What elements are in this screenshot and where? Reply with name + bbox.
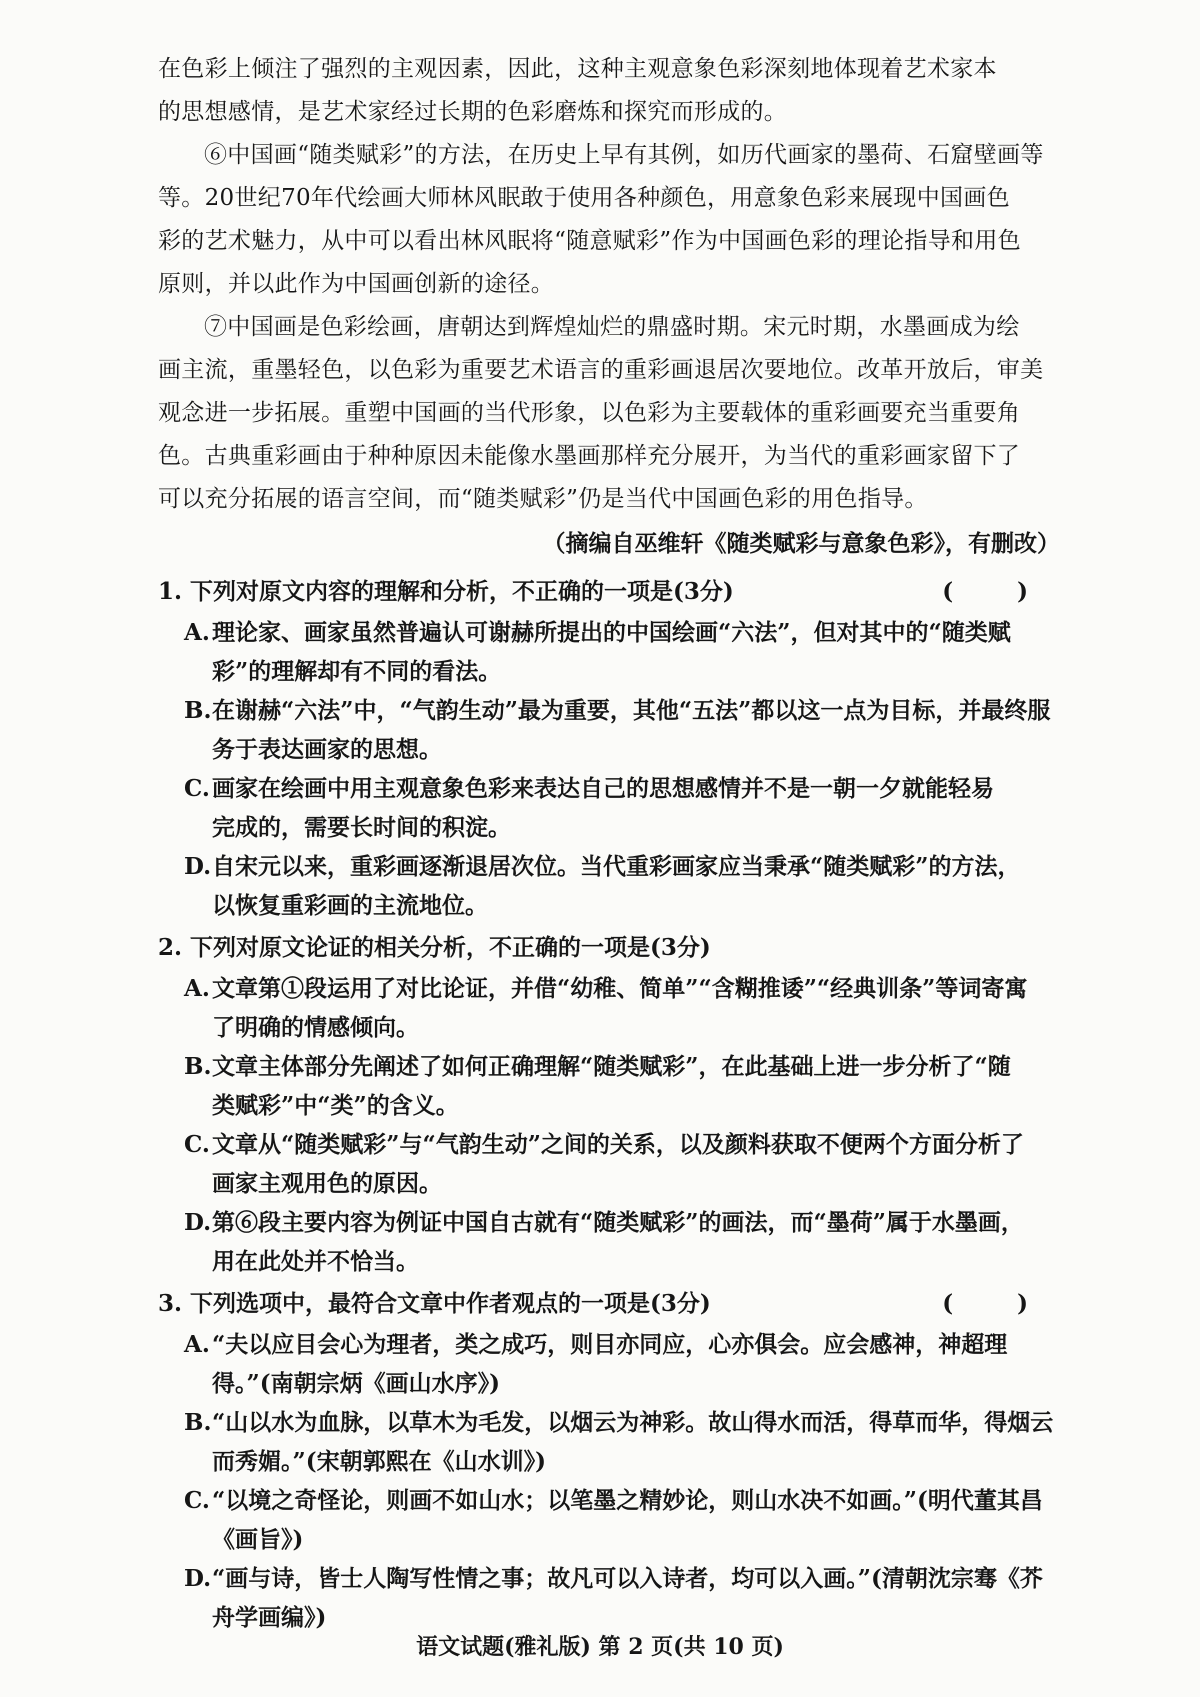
option-label: B.	[184, 1409, 212, 1436]
option-text: 舟学画编》)	[212, 1604, 327, 1631]
text-line: ⑦中国画是色彩绘画，唐朝达到辉煌灿烂的鼎盛时期。宋元时期，水墨画成为绘	[204, 314, 1020, 340]
text-line: 原则，并以此作为中国画创新的途径。	[158, 271, 555, 297]
option-d	[184, 1203, 1060, 1281]
option-c	[184, 769, 1060, 847]
option-text: 得。”(南朝宗炳《画山水序》)	[212, 1370, 500, 1397]
option-label: C.	[184, 1487, 210, 1514]
paragraph-5-tail	[158, 48, 1060, 134]
option-label: D.	[184, 1209, 212, 1236]
option-c	[184, 1481, 1060, 1559]
option-d	[184, 847, 1060, 925]
option-b	[184, 1047, 1060, 1125]
text-line: 的思想感情，是艺术家经过长期的色彩磨炼和探究而形成的。	[158, 99, 788, 125]
question-stem	[158, 571, 1060, 613]
option-text: “画与诗，皆士人陶写性情之事；故凡可以入诗者，均可以入画。”(清朝沈宗骞《芥	[212, 1565, 1043, 1592]
option-a	[184, 969, 1060, 1047]
option-label: A.	[184, 1331, 210, 1358]
question-1	[158, 571, 1060, 925]
text-line: 在色彩上倾注了强烈的主观因素，因此，这种主观意象色彩深刻地体现着艺术家本	[158, 56, 997, 82]
option-a	[184, 1325, 1060, 1403]
page-footer: 语文试题(雅礼版) 第 2 页(共 10 页)	[416, 1634, 784, 1660]
option-text: 用在此处并不恰当。	[212, 1248, 419, 1275]
source-citation: （摘编自巫维轩《随类赋彩与意象色彩》，有删改）	[542, 530, 1060, 557]
question-3	[158, 1283, 1060, 1637]
answer-paren: ( )	[942, 1290, 1056, 1317]
option-text: 《画旨》)	[212, 1526, 304, 1553]
option-text: 务于表达画家的思想。	[212, 736, 442, 763]
text-line: 观念进一步拓展。重塑中国画的当代形象，以色彩为主要载体的重彩画要充当重要角	[158, 400, 1021, 426]
option-text: “夫以应目会心为理者，类之成巧，则目亦同应，心亦俱会。应会感神，神超理	[212, 1331, 1008, 1358]
option-text: 理论家、画家虽然普遍认可谢赫所提出的中国绘画“六法”，但对其中的“随类赋	[212, 619, 1011, 646]
paragraph-6	[158, 134, 1060, 306]
option-label: A.	[184, 619, 210, 646]
question-2	[158, 927, 1060, 1281]
option-text: 画家在绘画中用主观意象色彩来表达自己的思想感情并不是一朝一夕就能轻易	[212, 775, 994, 802]
option-a	[184, 613, 1060, 691]
option-d	[184, 1559, 1060, 1637]
option-label: C.	[184, 1131, 210, 1158]
option-text: 在谢赫“六法”中，“气韵生动”最为重要，其他“五法”都以这一点为目标，并最终服	[212, 697, 1051, 724]
option-b	[184, 1403, 1060, 1481]
question-stem	[158, 927, 1060, 969]
question-stem-text: 3. 下列选项中，最符合文章中作者观点的一项是(3分)	[158, 1290, 711, 1317]
text-line: ⑥中国画“随类赋彩”的方法，在历史上早有其例，如历代画家的墨荷、石窟壁画等	[204, 142, 1044, 168]
option-text: 类赋彩”中“类”的含义。	[212, 1092, 459, 1119]
answer-paren: ( )	[942, 578, 1056, 605]
question-stem-text: 1. 下列对原文内容的理解和分析，不正确的一项是(3分)	[158, 578, 734, 605]
question-stem	[158, 1283, 1060, 1325]
option-text: 文章主体部分先阐述了如何正确理解“随类赋彩”，在此基础上进一步分析了“随	[212, 1053, 1011, 1080]
option-text: 文章第①段运用了对比论证，并借“幼稚、简单”“含糊推诿”“经典训条”等词寄寓	[212, 975, 1028, 1002]
option-text: “山以水为血脉，以草木为毛发，以烟云为神彩。故山得水而活，得草而华，得烟云	[212, 1409, 1054, 1436]
question-stem-text: 2. 下列对原文论证的相关分析，不正确的一项是(3分)	[158, 934, 711, 961]
text-line: 色。古典重彩画由于种种原因未能像水墨画那样充分展开，为当代的重彩画家留下了	[158, 443, 1021, 469]
option-text: 彩”的理解却有不同的看法。	[212, 658, 502, 685]
text-line: 画主流，重墨轻色，以色彩为重要艺术语言的重彩画退居次要地位。改革开放后，审美	[158, 357, 1044, 383]
option-text: 了明确的情感倾向。	[212, 1014, 419, 1041]
option-text: “以境之奇怪论，则画不如山水；以笔墨之精妙论，则山水决不如画。”(明代董其昌	[212, 1487, 1043, 1514]
text-line: 等。20世纪70年代绘画大师林风眠敢于使用各种颜色，用意象色彩来展现中国画色	[158, 185, 1010, 211]
option-c	[184, 1125, 1060, 1203]
option-text: 而秀媚。”(宋朝郭熙在《山水训》)	[212, 1448, 546, 1475]
option-text: 画家主观用色的原因。	[212, 1170, 442, 1197]
option-label: A.	[184, 975, 210, 1002]
option-label: C.	[184, 775, 210, 802]
option-text: 以恢复重彩画的主流地位。	[212, 892, 488, 919]
option-label: B.	[184, 1053, 212, 1080]
option-label: D.	[184, 853, 212, 880]
option-b	[184, 691, 1060, 769]
option-text: 自宋元以来，重彩画逐渐退居次位。当代重彩画家应当秉承“随类赋彩”的方法，	[212, 853, 1021, 880]
option-label: B.	[184, 697, 212, 724]
text-line: 可以充分拓展的语言空间，而“随类赋彩”仍是当代中国画色彩的用色指导。	[158, 486, 928, 512]
option-label: D.	[184, 1565, 212, 1592]
option-text: 文章从“随类赋彩”与“气韵生动”之间的关系，以及颜料获取不便两个方面分析了	[212, 1131, 1024, 1158]
paragraph-7	[158, 306, 1060, 521]
option-text: 第⑥段主要内容为例证中国自古就有“随类赋彩”的画法，而“墨荷”属于水墨画，	[212, 1209, 1024, 1236]
text-line: 彩的艺术魅力，从中可以看出林风眠将“随意赋彩”作为中国画色彩的理论指导和用色	[158, 228, 1021, 254]
option-text: 完成的，需要长时间的积淀。	[212, 814, 511, 841]
